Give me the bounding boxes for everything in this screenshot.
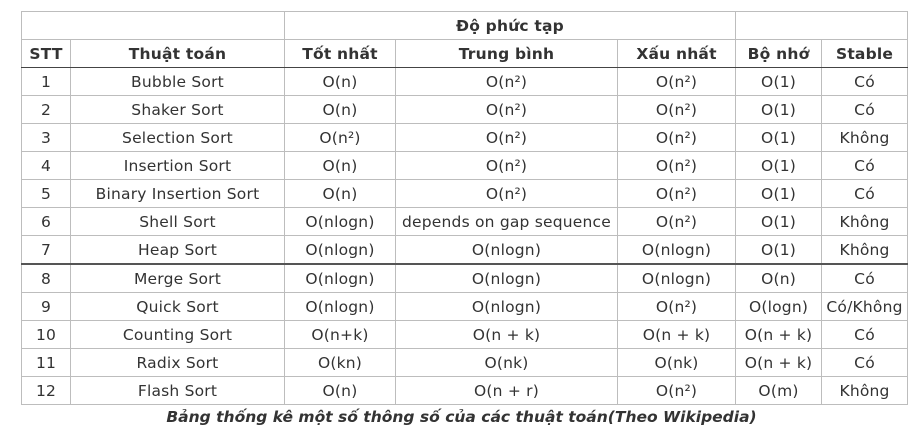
table-row xyxy=(22,96,908,124)
cell-memory: O(1) xyxy=(736,96,822,124)
column-header-stable: Stable xyxy=(822,40,908,68)
complexity-group-header: Độ phức tạp xyxy=(285,12,736,40)
cell-stt: 10 xyxy=(22,321,71,349)
column-header-row xyxy=(22,40,908,68)
cell-stt: 12 xyxy=(22,377,71,405)
cell-worst: O(nk) xyxy=(618,349,736,377)
cell-stt: 7 xyxy=(22,236,71,265)
table-row xyxy=(22,377,908,405)
column-header-memory: Bộ nhớ xyxy=(736,40,822,68)
cell-average: O(n²) xyxy=(396,96,618,124)
table-row xyxy=(22,68,908,96)
cell-worst: O(n + k) xyxy=(618,321,736,349)
cell-stable: Không xyxy=(822,236,908,265)
cell-memory: O(n) xyxy=(736,264,822,293)
column-header-best: Tốt nhất xyxy=(285,40,396,68)
cell-stt: 11 xyxy=(22,349,71,377)
cell-best: O(n²) xyxy=(285,124,396,152)
cell-stt: 1 xyxy=(22,68,71,96)
cell-average: O(n + r) xyxy=(396,377,618,405)
cell-stable: Không xyxy=(822,208,908,236)
cell-stable: Có xyxy=(822,96,908,124)
column-header-algorithm: Thuật toán xyxy=(71,40,285,68)
table-row xyxy=(22,264,908,293)
cell-memory: O(1) xyxy=(736,180,822,208)
cell-memory: O(1) xyxy=(736,152,822,180)
cell-worst: O(n²) xyxy=(618,96,736,124)
cell-best: O(n) xyxy=(285,96,396,124)
cell-stt: 8 xyxy=(22,264,71,293)
cell-average: O(nlogn) xyxy=(396,236,618,265)
cell-best: O(n) xyxy=(285,152,396,180)
table-row xyxy=(22,293,908,321)
cell-worst: O(n²) xyxy=(618,180,736,208)
table-row xyxy=(22,208,908,236)
cell-stable: Có xyxy=(822,321,908,349)
group-header-blank-right xyxy=(736,12,908,40)
cell-worst: O(n²) xyxy=(618,293,736,321)
cell-algorithm: Counting Sort xyxy=(71,321,285,349)
cell-memory: O(1) xyxy=(736,124,822,152)
table-caption: Bảng thống kê một số thông số của các thuật toán(Theo Wikipedia) xyxy=(166,408,757,426)
cell-worst: O(n²) xyxy=(618,124,736,152)
cell-best: O(n) xyxy=(285,377,396,405)
cell-memory: O(1) xyxy=(736,208,822,236)
cell-algorithm: Heap Sort xyxy=(71,236,285,265)
cell-memory: O(logn) xyxy=(736,293,822,321)
group-header-blank-left xyxy=(22,12,285,40)
cell-algorithm: Merge Sort xyxy=(71,264,285,293)
table-row xyxy=(22,152,908,180)
table-body xyxy=(22,68,908,405)
table-row xyxy=(22,124,908,152)
cell-stable: Có xyxy=(822,264,908,293)
cell-best: O(nlogn) xyxy=(285,264,396,293)
table-row xyxy=(22,349,908,377)
cell-average: O(nlogn) xyxy=(396,264,618,293)
cell-average: O(n²) xyxy=(396,68,618,96)
column-header-worst: Xấu nhất xyxy=(618,40,736,68)
cell-average: O(n²) xyxy=(396,124,618,152)
cell-stable: Không xyxy=(822,124,908,152)
cell-stt: 3 xyxy=(22,124,71,152)
cell-algorithm: Radix Sort xyxy=(71,349,285,377)
cell-worst: O(n²) xyxy=(618,152,736,180)
cell-worst: O(nlogn) xyxy=(618,264,736,293)
cell-stable: Có xyxy=(822,349,908,377)
cell-algorithm: Bubble Sort xyxy=(71,68,285,96)
cell-memory: O(1) xyxy=(736,68,822,96)
group-header-row xyxy=(22,12,908,40)
cell-algorithm: Binary Insertion Sort xyxy=(71,180,285,208)
cell-best: O(n) xyxy=(285,180,396,208)
cell-stt: 9 xyxy=(22,293,71,321)
cell-worst: O(n²) xyxy=(618,208,736,236)
cell-best: O(n) xyxy=(285,68,396,96)
cell-algorithm: Quick Sort xyxy=(71,293,285,321)
cell-stable: Có xyxy=(822,180,908,208)
cell-best: O(nlogn) xyxy=(285,293,396,321)
algorithm-complexity-table xyxy=(21,11,908,405)
cell-average: O(n + k) xyxy=(396,321,618,349)
cell-stt: 4 xyxy=(22,152,71,180)
table-row xyxy=(22,180,908,208)
cell-best: O(nlogn) xyxy=(285,236,396,265)
cell-memory: O(1) xyxy=(736,236,822,265)
cell-worst: O(n²) xyxy=(618,68,736,96)
cell-algorithm: Shaker Sort xyxy=(71,96,285,124)
cell-best: O(nlogn) xyxy=(285,208,396,236)
cell-average: O(nlogn) xyxy=(396,293,618,321)
cell-memory: O(n + k) xyxy=(736,321,822,349)
cell-best: O(n+k) xyxy=(285,321,396,349)
cell-stt: 2 xyxy=(22,96,71,124)
cell-stable: Có xyxy=(822,152,908,180)
cell-best: O(kn) xyxy=(285,349,396,377)
cell-stt: 5 xyxy=(22,180,71,208)
cell-algorithm: Shell Sort xyxy=(71,208,285,236)
column-header-stt: STT xyxy=(22,40,71,68)
cell-worst: O(n²) xyxy=(618,377,736,405)
cell-average: O(nk) xyxy=(396,349,618,377)
cell-stable: Không xyxy=(822,377,908,405)
cell-average: O(n²) xyxy=(396,180,618,208)
cell-average: depends on gap sequence xyxy=(396,208,618,236)
cell-average: O(n²) xyxy=(396,152,618,180)
cell-memory: O(m) xyxy=(736,377,822,405)
column-header-average: Trung bình xyxy=(396,40,618,68)
cell-memory: O(n + k) xyxy=(736,349,822,377)
cell-algorithm: Selection Sort xyxy=(71,124,285,152)
cell-algorithm: Flash Sort xyxy=(71,377,285,405)
table-row xyxy=(22,236,908,265)
cell-stt: 6 xyxy=(22,208,71,236)
cell-stable: Có/Không xyxy=(822,293,908,321)
cell-stable: Có xyxy=(822,68,908,96)
cell-worst: O(nlogn) xyxy=(618,236,736,265)
cell-algorithm: Insertion Sort xyxy=(71,152,285,180)
table-row xyxy=(22,321,908,349)
